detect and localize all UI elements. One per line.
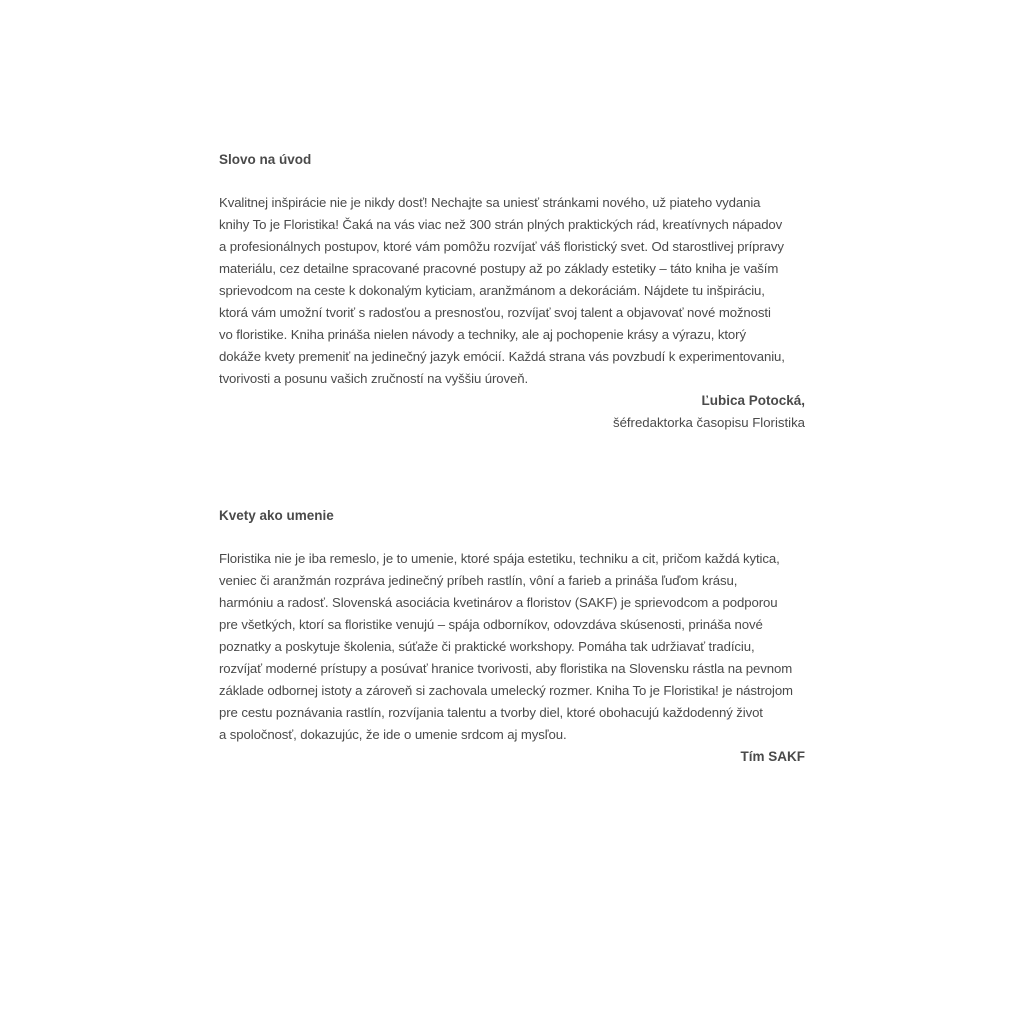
body-line: a spoločnosť, dokazujúc, že ide o umenie srdcom aj mysľou. xyxy=(219,727,567,742)
signature-role: šéfredaktorka časopisu Floristika xyxy=(612,415,805,430)
body-line: poznatky a poskytuje školenia, súťaže či praktické workshopy. Pomáha tak udržiavať tradíciu, xyxy=(219,639,755,654)
body-line: materiálu, cez detailne spracované pracovné postupy až po základy estetiky – táto kniha je vaším xyxy=(219,261,779,276)
body-line: pre cestu poznávania rastlín, rozvíjania talentu a tvorby diel, ktoré obohacujú každodenný život xyxy=(219,705,763,720)
body-line: pre všetkých, ktorí sa floristike venujú – spája odborníkov, odovzdáva skúsenosti, prináša nové xyxy=(219,617,763,632)
body-line: veniec či aranžmán rozpráva jedinečný príbeh rastlín, vôní a farieb a prináša ľuďom krásu, xyxy=(219,573,738,588)
section-intro xyxy=(219,150,809,434)
body-line: dokáže kvety premeniť na jedinečný jazyk emócií. Každá strana vás povzbudí k experimentovaniu, xyxy=(219,349,785,364)
section-body xyxy=(219,548,809,746)
signature-name: Tím SAKF xyxy=(740,749,805,764)
body-line: rozvíjať moderné prístupy a posúvať hranice tvorivosti, aby floristika na Slovensku rástla na pevnom xyxy=(219,661,793,676)
body-line: Floristika nie je iba remeslo, je to umenie, ktoré spája estetiku, techniku a cit, pričom každá kytica, xyxy=(219,551,780,566)
signature-name: Ľubica Potocká, xyxy=(701,393,805,408)
section-flowers-as-art xyxy=(219,506,809,768)
body-line: knihy To je Floristika! Čaká na vás viac než 300 strán plných praktických rád, kreatívnych nápadov xyxy=(219,217,783,232)
body-line: ktorá vám umožní tvoriť s radosťou a presnosťou, rozvíjať svoj talent a objavovať nové možnosti xyxy=(219,305,771,320)
body-line: vo floristike. Kniha prináša nielen návody a techniky, ale aj pochopenie krásy a výrazu, ktorý xyxy=(219,327,746,342)
body-line: a profesionálnych postupov, ktoré vám pomôžu rozvíjať váš floristický svet. Od starostlivej prípravy xyxy=(219,239,784,254)
body-line: harmóniu a radosť. Slovenská asociácia kvetinárov a floristov (SAKF) je sprievodcom a podporou xyxy=(219,595,778,610)
body-line: Kvalitnej inšpirácie nie je nikdy dosť! Nechajte sa uniesť stránkami nového, už piateho vydania xyxy=(219,195,761,210)
body-line: sprievodcom na ceste k dokonalým kyticiam, aranžmánom a dekoráciám. Nájdete tu inšpiráciu, xyxy=(219,283,765,298)
section-heading: Kvety ako umenie xyxy=(219,508,334,523)
section-heading: Slovo na úvod xyxy=(219,152,312,167)
section-body xyxy=(219,192,809,390)
body-line: tvorivosti a posunu vašich zručností na vyššiu úroveň. xyxy=(219,371,529,386)
body-line: základe odbornej istoty a zároveň si zachovala umelecký rozmer. Kniha To je Floristika! je nástrojom xyxy=(219,683,793,698)
